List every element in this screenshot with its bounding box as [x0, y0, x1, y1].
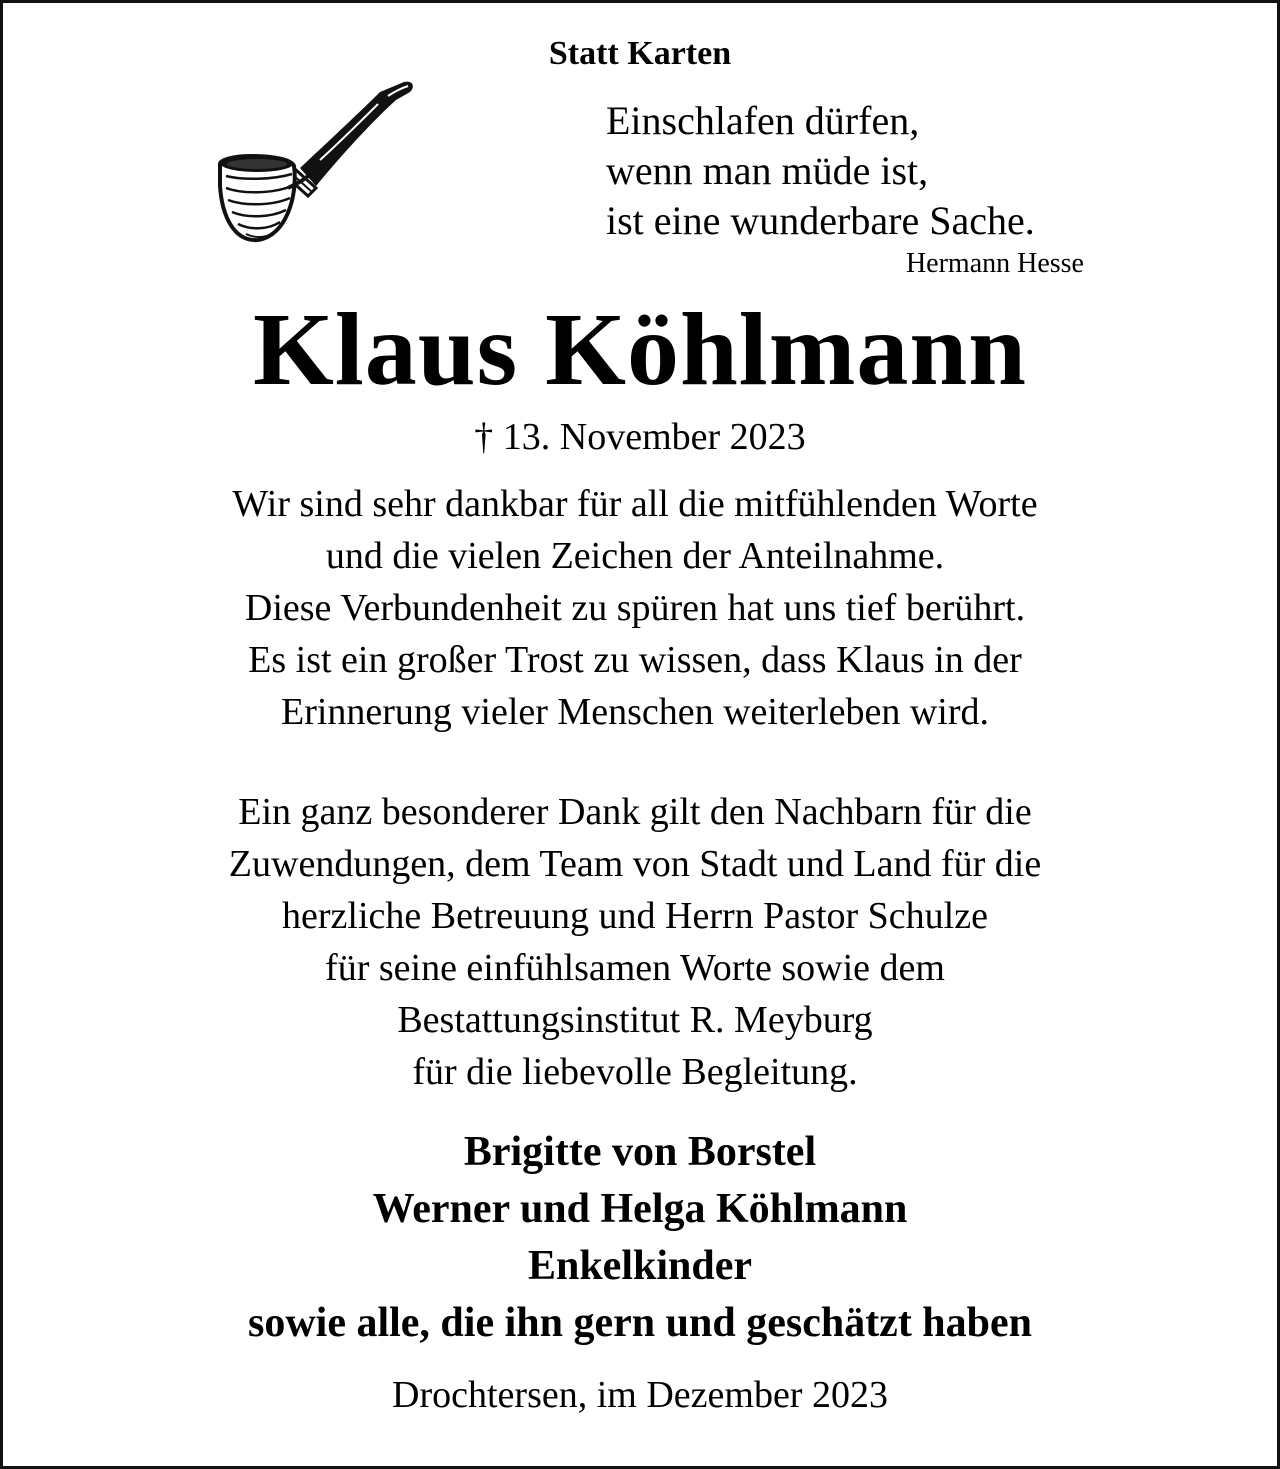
tobacco-pipe-icon: [212, 76, 420, 246]
text-line: Bestattungsinstitut R. Meyburg: [397, 999, 873, 1041]
text-line: für seine einfühlsamen Worte sowie dem: [325, 947, 945, 989]
text-line: Zuwendungen, dem Team von Stadt und Land für die: [228, 843, 1042, 885]
death-date: † 13. November 2023: [474, 416, 806, 458]
signer-name: Brigitte von Borstel: [463, 1129, 817, 1175]
text-line: Diese Verbundenheit zu spüren hat uns tief berührt.: [244, 587, 1026, 629]
quote-line: ist eine wunderbare Sache.: [606, 198, 1035, 243]
text-line: für die liebevolle Begleitung.: [412, 1051, 858, 1093]
thanks-paragraph-2: [0, 786, 1270, 1098]
text-line: herzliche Betreuung und Herrn Pastor Schulze: [282, 895, 988, 937]
signer-name: Werner und Helga Köhlmann: [372, 1186, 908, 1232]
hesse-quote: [606, 96, 1106, 246]
quote-line: wenn man müde ist,: [606, 148, 929, 193]
text-line: Erinnerung vieler Menschen weiterleben wird.: [280, 691, 989, 733]
signer-name: Enkelkinder: [527, 1243, 753, 1289]
pipe-illustration: [212, 76, 420, 246]
deceased-name: Klaus Köhlmann: [252, 292, 1028, 407]
statt-karten-heading: Statt Karten: [548, 35, 732, 72]
quote-author: Hermann Hesse: [905, 248, 1084, 279]
signers-block: [0, 1124, 1280, 1352]
text-line: und die vielen Zeichen der Anteilnahme.: [325, 535, 945, 577]
place-date: Drochtersen, im Dezember 2023: [392, 1374, 888, 1416]
quote-line: Einschlafen dürfen,: [606, 98, 920, 143]
signer-name: sowie alle, die ihn gern und geschätzt haben: [247, 1300, 1033, 1346]
text-line: Ein ganz besonderer Dank gilt den Nachbarn für die: [238, 791, 1032, 833]
text-line: Es ist ein großer Trost zu wissen, dass Klaus in der: [248, 639, 1022, 681]
thanks-paragraph-1: [0, 478, 1270, 738]
text-line: Wir sind sehr dankbar für all die mitfühlenden Worte: [232, 483, 1038, 525]
